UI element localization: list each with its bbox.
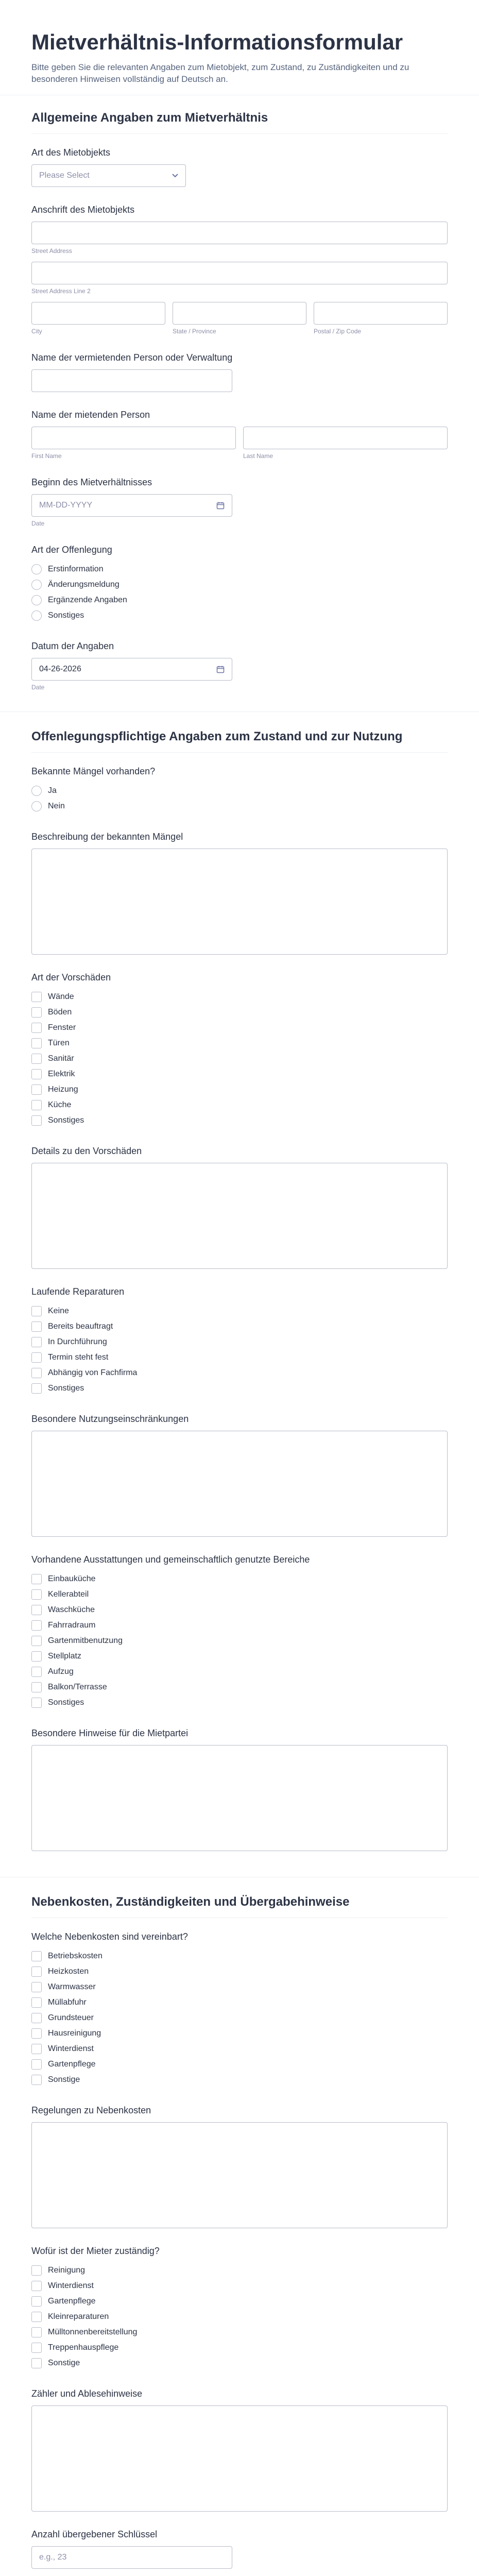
checkbox-option[interactable]	[31, 2026, 448, 2041]
zaehler-textarea[interactable]	[31, 2405, 448, 2512]
vermieter-input[interactable]	[31, 369, 232, 392]
option-label: Einbauküche	[48, 1574, 96, 1584]
section-nebenkosten	[0, 1877, 479, 2576]
field-vermieter	[31, 352, 448, 392]
sublabel: City	[31, 328, 42, 335]
option-label: Böden	[48, 1008, 72, 1017]
form-description: Bitte geben Sie die relevanten Angaben zum Mietobjekt, zum Zustand, zu Zuständigkeiten und zu besonderen Hinweisen vollständig auf Deutsch an.	[31, 62, 409, 84]
field-label: Bekannte Mängel vorhanden?	[31, 766, 156, 777]
field-label: Zähler und Ablesehinweise	[31, 2388, 143, 2399]
date-placeholder: MM-DD-YYYY	[39, 501, 93, 510]
checkbox[interactable]	[31, 2296, 42, 2307]
checkbox[interactable]	[31, 1574, 42, 1584]
field-maengel	[31, 766, 448, 814]
checkbox[interactable]	[31, 1651, 42, 1662]
city-input[interactable]	[31, 302, 165, 325]
sublabel: First Name	[31, 452, 62, 460]
beginn-date-input[interactable]	[31, 494, 232, 517]
option-label: Elektrik	[48, 1070, 75, 1079]
option-label: Wände	[48, 992, 74, 1002]
field-reparaturen	[31, 1286, 448, 1396]
field-nutzung	[31, 1414, 448, 1537]
field-ausstattung	[31, 1554, 448, 1710]
city-col	[31, 302, 165, 335]
section-general	[0, 95, 479, 712]
field-label: Wofür ist der Mieter zuständig?	[31, 2246, 160, 2257]
option-label: Heizkosten	[48, 1967, 89, 1976]
regelungen-textarea[interactable]	[31, 2122, 448, 2228]
radio-option[interactable]	[31, 577, 448, 592]
option-label: Grundsteuer	[48, 2013, 94, 2023]
checkbox[interactable]	[31, 2044, 42, 2054]
checkbox-option[interactable]	[31, 1020, 448, 1036]
radio-button[interactable]	[31, 564, 42, 574]
option-label: Fahrradraum	[48, 1621, 96, 1630]
option-label: Winterdienst	[48, 2281, 94, 2291]
checkbox[interactable]	[31, 2281, 42, 2291]
checkbox[interactable]	[31, 1306, 42, 1316]
field-label: Name der mietenden Person	[31, 410, 150, 420]
field-nebenkosten	[31, 1931, 448, 2088]
checkbox[interactable]	[31, 1951, 42, 1961]
checkbox-option[interactable]	[31, 1664, 448, 1680]
checkbox[interactable]	[31, 2075, 42, 2085]
checkbox[interactable]	[31, 1100, 42, 1110]
option-label: Sanitär	[48, 1054, 74, 1063]
option-label: Sonstiges	[48, 1384, 84, 1393]
checkbox-option[interactable]	[31, 1334, 448, 1350]
checkbox-option[interactable]	[31, 1113, 448, 1128]
checkbox[interactable]	[31, 1997, 42, 2008]
option-label: Sonstiges	[48, 1698, 84, 1707]
checkbox-option[interactable]	[31, 989, 448, 1005]
checkbox[interactable]	[31, 2327, 42, 2337]
checkbox[interactable]	[31, 1620, 42, 1631]
checkbox[interactable]	[31, 2312, 42, 2322]
option-label: Sonstiges	[48, 611, 84, 620]
option-label: Sonstiges	[48, 1116, 84, 1125]
checkbox[interactable]	[31, 1982, 42, 1992]
select-placeholder: Please Select	[39, 171, 90, 180]
checkbox[interactable]	[31, 1115, 42, 1126]
option-label: Gartenmitbenutzung	[48, 1636, 123, 1646]
option-label: Kleinreparaturen	[48, 2312, 109, 2321]
checkbox-option[interactable]	[31, 1680, 448, 1695]
state-input[interactable]	[173, 302, 306, 325]
zip-input[interactable]	[314, 302, 448, 325]
option-label: Ergänzende Angaben	[48, 596, 127, 605]
radio-option[interactable]	[31, 799, 448, 814]
checkbox[interactable]	[31, 1321, 42, 1332]
checkbox-option[interactable]	[31, 2294, 448, 2309]
field-mieter	[31, 410, 448, 460]
field-label: Art des Mietobjekts	[31, 147, 111, 158]
checkbox[interactable]	[31, 1069, 42, 1079]
field-vorschaeden	[31, 972, 448, 1128]
option-label: Treppenhauspflege	[48, 2343, 119, 2352]
sublabel: Postal / Zip Code	[314, 328, 362, 335]
input-placeholder: e.g., 23	[39, 2553, 67, 2562]
checkbox[interactable]	[31, 1698, 42, 1708]
checkbox[interactable]	[31, 2265, 42, 2276]
checkbox[interactable]	[31, 1589, 42, 1600]
checkbox[interactable]	[31, 1007, 42, 1018]
field-label: Regelungen zu Nebenkosten	[31, 2105, 151, 2116]
calendar-icon[interactable]	[216, 501, 225, 510]
checkbox-option[interactable]	[31, 1571, 448, 1587]
checkbox-option[interactable]	[31, 1350, 448, 1365]
checkbox-option[interactable]	[31, 1695, 448, 1710]
checkbox-option[interactable]	[31, 1587, 448, 1602]
checkbox-option[interactable]	[31, 2057, 448, 2072]
checkbox-option[interactable]	[31, 2072, 448, 2088]
sublabel: Date	[31, 520, 45, 528]
field-offenlegung	[31, 545, 448, 623]
checkbox-option[interactable]	[31, 1097, 448, 1113]
option-label: Keine	[48, 1307, 69, 1316]
section-title: Nebenkosten, Zuständigkeiten und Übergabehinweise	[31, 1895, 448, 1918]
last-name-input[interactable]	[243, 427, 448, 449]
field-label: Details zu den Vorschäden	[31, 1146, 142, 1157]
option-label: Sonstige	[48, 2075, 80, 2084]
checkbox-option[interactable]	[31, 1319, 448, 1334]
field-beginn	[31, 477, 448, 527]
checkbox[interactable]	[31, 1023, 42, 1033]
date-value: 04-26-2026	[39, 665, 81, 674]
radio-option[interactable]	[31, 608, 448, 623]
option-label: Betriebskosten	[48, 1952, 102, 1961]
option-label: Stellplatz	[48, 1652, 81, 1661]
field-anschrift	[31, 205, 448, 335]
name-row	[31, 427, 448, 460]
checkbox[interactable]	[31, 1084, 42, 1095]
objekt-art-select[interactable]	[31, 164, 186, 187]
section-title: Allgemeine Angaben zum Mietverhältnis	[31, 111, 448, 134]
radio-option[interactable]	[31, 562, 448, 577]
checkbox-option[interactable]	[31, 1995, 448, 2010]
beschreibung-textarea[interactable]	[31, 849, 448, 955]
field-label: Anschrift des Mietobjekts	[31, 205, 135, 215]
field-schluessel	[31, 2529, 448, 2569]
option-label: Nein	[48, 802, 65, 811]
option-label: Balkon/Terrasse	[48, 1683, 107, 1692]
checkbox[interactable]	[31, 992, 42, 1002]
section-title: Offenlegungspflichtige Angaben zum Zustand und zur Nutzung	[31, 730, 448, 753]
option-label: Türen	[48, 1039, 70, 1048]
field-label: Besondere Nutzungseinschränkungen	[31, 1414, 189, 1425]
checkbox[interactable]	[31, 1636, 42, 1646]
street-address-input[interactable]	[31, 222, 448, 244]
calendar-icon[interactable]	[216, 665, 225, 673]
field-datum-angaben	[31, 641, 448, 691]
option-label: Mülltonnenbereitstellung	[48, 2328, 138, 2337]
radio-option[interactable]	[31, 783, 448, 799]
option-label: Winterdienst	[48, 2044, 94, 2054]
option-label: Ja	[48, 786, 57, 795]
checkbox-option[interactable]	[31, 1005, 448, 1020]
checkbox[interactable]	[31, 1605, 42, 1615]
checkbox-option[interactable]	[31, 1618, 448, 1633]
section-zustand	[0, 712, 479, 1877]
checkbox[interactable]	[31, 2343, 42, 2353]
checkbox[interactable]	[31, 2028, 42, 2039]
checkbox-option[interactable]	[31, 1051, 448, 1066]
hinweise-textarea[interactable]	[31, 1745, 448, 1851]
checkbox-option[interactable]	[31, 1964, 448, 1979]
option-label: Gartenpflege	[48, 2297, 96, 2306]
sublabel: Street Address Line 2	[31, 287, 91, 295]
checkbox-option[interactable]	[31, 1066, 448, 1082]
details-textarea[interactable]	[31, 1163, 448, 1269]
checkbox[interactable]	[31, 1368, 42, 1378]
checkbox-option[interactable]	[31, 1979, 448, 1995]
checkbox[interactable]	[31, 1038, 42, 1048]
checkbox-option[interactable]	[31, 2309, 448, 2325]
field-label: Art der Vorschäden	[31, 972, 111, 983]
field-label: Art der Offenlegung	[31, 545, 112, 555]
checkbox-option[interactable]	[31, 1365, 448, 1381]
radio-button[interactable]	[31, 595, 42, 605]
radio-option[interactable]	[31, 592, 448, 608]
form-header	[0, 0, 479, 95]
field-zustaendig	[31, 2246, 448, 2371]
field-label: Name der vermietenden Person oder Verwaltung	[31, 352, 233, 363]
street-address-2-input[interactable]	[31, 262, 448, 284]
option-label: Heizung	[48, 1085, 78, 1094]
sublabel: Last Name	[243, 452, 273, 460]
nutzung-textarea[interactable]	[31, 1431, 448, 1537]
datum-angaben-input[interactable]	[31, 658, 232, 681]
field-hinweise	[31, 1728, 448, 1851]
radio-button[interactable]	[31, 786, 42, 796]
option-label: Erstinformation	[48, 565, 104, 574]
field-label: Laufende Reparaturen	[31, 1286, 125, 1297]
field-label: Welche Nebenkosten sind vereinbart?	[31, 1931, 188, 1942]
address-row	[31, 302, 448, 335]
field-label: Beginn des Mietverhältnisses	[31, 477, 152, 488]
checkbox-option[interactable]	[31, 1649, 448, 1664]
first-name-col	[31, 427, 236, 460]
option-label: Sonstige	[48, 2359, 80, 2368]
checkbox-option[interactable]	[31, 1082, 448, 1097]
field-label: Datum der Angaben	[31, 641, 114, 652]
option-label: Termin steht fest	[48, 1353, 109, 1362]
schluessel-input[interactable]	[31, 2546, 232, 2569]
field-label: Besondere Hinweise für die Mietpartei	[31, 1728, 189, 1739]
state-col	[173, 302, 306, 335]
first-name-input[interactable]	[31, 427, 236, 449]
option-label: Gartenpflege	[48, 2060, 96, 2069]
checkbox-option[interactable]	[31, 1036, 448, 1051]
field-objekt-art	[31, 147, 448, 187]
checkbox-option[interactable]	[31, 2355, 448, 2371]
option-label: Änderungsmeldung	[48, 580, 119, 589]
option-label: Küche	[48, 1100, 72, 1110]
checkbox-option[interactable]	[31, 2041, 448, 2057]
option-label: Waschküche	[48, 1605, 95, 1615]
checkbox[interactable]	[31, 1667, 42, 1677]
checkbox-option[interactable]	[31, 1303, 448, 1319]
checkbox[interactable]	[31, 1682, 42, 1692]
zip-col	[314, 302, 448, 335]
field-label: Vorhandene Ausstattungen und gemeinschaftlich genutzte Bereiche	[31, 1554, 310, 1565]
checkbox[interactable]	[31, 2013, 42, 2023]
checkbox[interactable]	[31, 1967, 42, 1977]
option-label: Hausreinigung	[48, 2029, 101, 2038]
checkbox[interactable]	[31, 2059, 42, 2070]
checkbox[interactable]	[31, 1352, 42, 1363]
field-label: Anzahl übergebener Schlüssel	[31, 2529, 158, 2540]
field-details	[31, 1146, 448, 1269]
field-beschreibung	[31, 832, 448, 955]
option-label: In Durchführung	[48, 1337, 107, 1347]
checkbox-option[interactable]	[31, 2278, 448, 2294]
sublabel: Street Address	[31, 247, 72, 255]
chevron-down-icon	[172, 174, 178, 178]
form-title: Mietverhältnis-Informationsformular	[31, 30, 403, 54]
last-name-col	[243, 427, 448, 460]
checkbox-option[interactable]	[31, 2010, 448, 2026]
option-label: Bereits beauftragt	[48, 1322, 113, 1331]
radio-button[interactable]	[31, 611, 42, 621]
option-label: Reinigung	[48, 2266, 85, 2275]
sublabel: State / Province	[173, 328, 216, 335]
radio-button[interactable]	[31, 580, 42, 590]
checkbox-option[interactable]	[31, 2325, 448, 2340]
field-label: Beschreibung der bekannten Mängel	[31, 832, 183, 842]
checkbox[interactable]	[31, 2358, 42, 2368]
radio-button[interactable]	[31, 801, 42, 811]
checkbox-option[interactable]	[31, 1633, 448, 1649]
field-regelungen	[31, 2105, 448, 2228]
option-label: Aufzug	[48, 1667, 74, 1676]
option-label: Abhängig von Fachfirma	[48, 1368, 138, 1378]
option-label: Fenster	[48, 1023, 76, 1032]
checkbox-option[interactable]	[31, 1602, 448, 1618]
checkbox[interactable]	[31, 1054, 42, 1064]
option-label: Kellerabteil	[48, 1590, 89, 1599]
checkbox-option[interactable]	[31, 1381, 448, 1396]
checkbox-option[interactable]	[31, 2340, 448, 2355]
checkbox-option[interactable]	[31, 2263, 448, 2278]
field-zaehler	[31, 2388, 448, 2512]
option-label: Warmwasser	[48, 1982, 96, 1992]
checkbox-option[interactable]	[31, 1948, 448, 1964]
checkbox[interactable]	[31, 1337, 42, 1347]
option-label: Müllabfuhr	[48, 1998, 87, 2007]
sublabel: Date	[31, 684, 45, 691]
checkbox[interactable]	[31, 1383, 42, 1394]
